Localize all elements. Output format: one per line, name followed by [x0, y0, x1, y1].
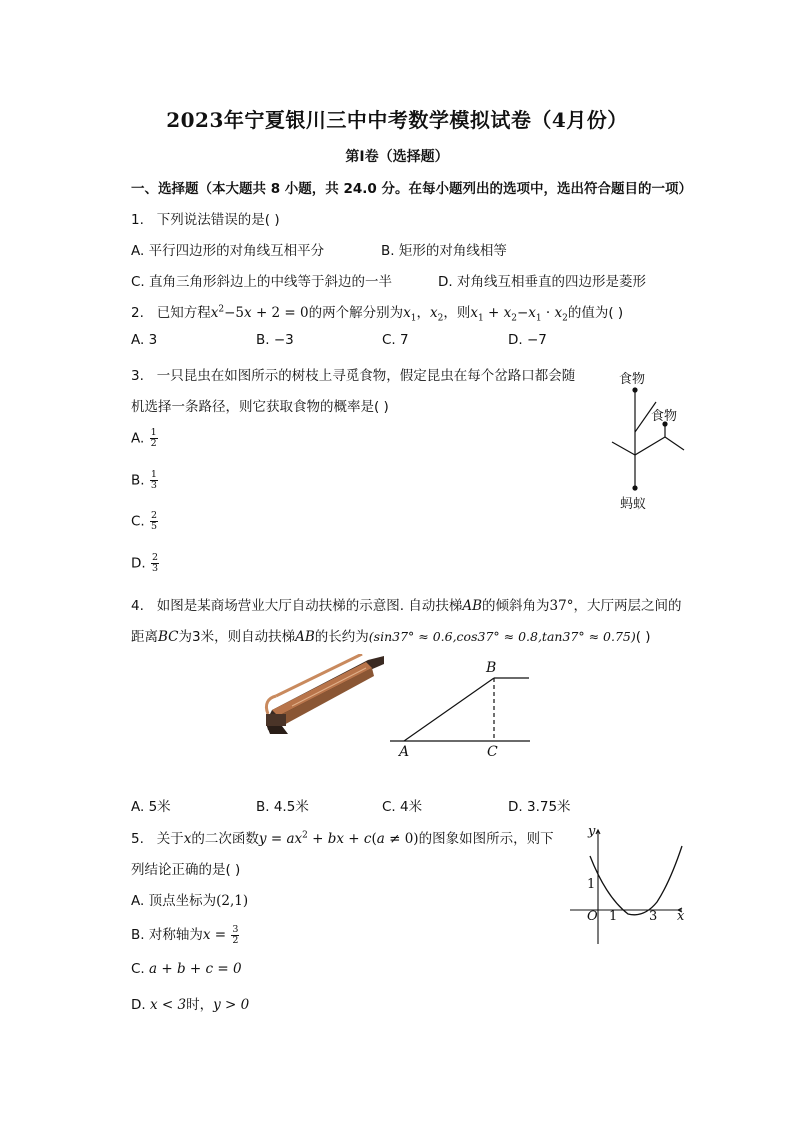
question-5: 5. 关于x的二次函数$y = ax^2$ + bx + c(a ≠ 0)的图象如图所示，则下: [131, 830, 554, 847]
question-stem: 下列说法错误的是( ): [156, 212, 280, 228]
tree-branch-figure: [600, 362, 700, 514]
question-5-line2: 列结论正确的是( ): [131, 862, 241, 878]
y-intercept-label: 1: [587, 877, 596, 892]
ant-label: 蚂蚁: [620, 497, 647, 512]
origin-label: O: [587, 909, 598, 924]
question-2: 2. 已知方程$x^2-5x + 2 = 0$的两个解分别为$x_1$，$x_2$，则$x_1 + x_2-x_1 \cdot x_2$的值为( ): [131, 304, 624, 324]
q2-option-c[interactable]: C. 7: [382, 332, 409, 348]
point-c-label: C: [487, 744, 498, 760]
q1-option-c[interactable]: C. 直角三角形斜边上的中线等于斜边的一半: [131, 274, 393, 290]
question-3-line2: 机选择一条路径，则它获取食物的概率是( ): [131, 399, 389, 415]
section-heading: 一、选择题（本大题共 8 小题，共 24.0 分。在每小题列出的选项中，选出符合题目的一项）: [131, 181, 693, 197]
question-4: 4. 如图是某商场营业大厅自动扶梯的示意图. 自动扶梯AB的倾斜角为37°，大厅两层之间的: [131, 598, 682, 614]
q2-option-b[interactable]: B. −3: [256, 332, 294, 348]
y-axis-label: y: [588, 824, 596, 839]
q3-option-b[interactable]: B. $\frac{1}{3}$: [131, 469, 157, 491]
q2-option-a[interactable]: A. 3: [131, 332, 158, 348]
point-a-label: A: [399, 744, 410, 760]
question-4-line2: 距离BC为3米，则自动扶梯AB的长约为(sin37° ≈ 0.6,cos37° ≈ 0.8,tan37° ≈ 0.75)( ): [131, 629, 651, 645]
q4-option-a[interactable]: A. 5米: [131, 799, 171, 815]
q1-option-a[interactable]: A. 平行四边形的对角线互相平分: [131, 243, 325, 259]
q3-option-d[interactable]: D. $\frac{2}{3}$: [131, 552, 159, 574]
root-3-label: 3: [649, 909, 658, 924]
question-3: 3. 一只昆虫在如图所示的树枝上寻觅食物，假定昆虫在每个岔路口都会随: [131, 368, 576, 384]
page-title: 2023年宁夏银川三中中考数学模拟试卷（4月份）: [166, 108, 628, 132]
q5-option-b[interactable]: B. 对称轴为x = $\frac{3}{2}$: [131, 923, 239, 946]
q5-option-d[interactable]: D. x < 3时，y > 0: [131, 997, 250, 1013]
q5-option-c[interactable]: C. a + b + c = 0: [131, 961, 242, 977]
q2-option-d[interactable]: D. −7: [508, 332, 547, 348]
q1-option-b[interactable]: B. 矩形的对角线相等: [381, 243, 507, 259]
food-label-top: 食物: [619, 372, 646, 387]
escalator-diagram: [388, 658, 534, 760]
food-dot-top: [632, 387, 637, 392]
part-title: 第Ⅰ卷（选择题）: [345, 149, 449, 165]
question-number: 1.: [131, 212, 144, 228]
q1-option-d[interactable]: D. 对角线互相垂直的四边形是菱形: [438, 274, 646, 290]
q4-option-b[interactable]: B. 4.5米: [256, 799, 309, 815]
x-axis-label: x: [677, 909, 685, 924]
parabola-curve: [590, 846, 682, 915]
food-label-right: 食物: [651, 409, 678, 424]
q4-option-d[interactable]: D. 3.75米: [508, 799, 571, 815]
q3-option-a[interactable]: A. $\frac{1}{2}$: [131, 427, 157, 449]
escalator-photo: [262, 654, 388, 738]
point-b-label: B: [486, 660, 497, 676]
ant-dot: [632, 485, 637, 490]
question-1: [131, 208, 280, 228]
root-1-label: 1: [609, 909, 618, 924]
q5-option-a[interactable]: A. 顶点坐标为(2,1): [131, 893, 249, 909]
parabola-graph: [566, 822, 690, 950]
q4-option-c[interactable]: C. 4米: [382, 799, 423, 815]
q3-option-c[interactable]: C. $\frac{2}{5}$: [131, 510, 158, 532]
